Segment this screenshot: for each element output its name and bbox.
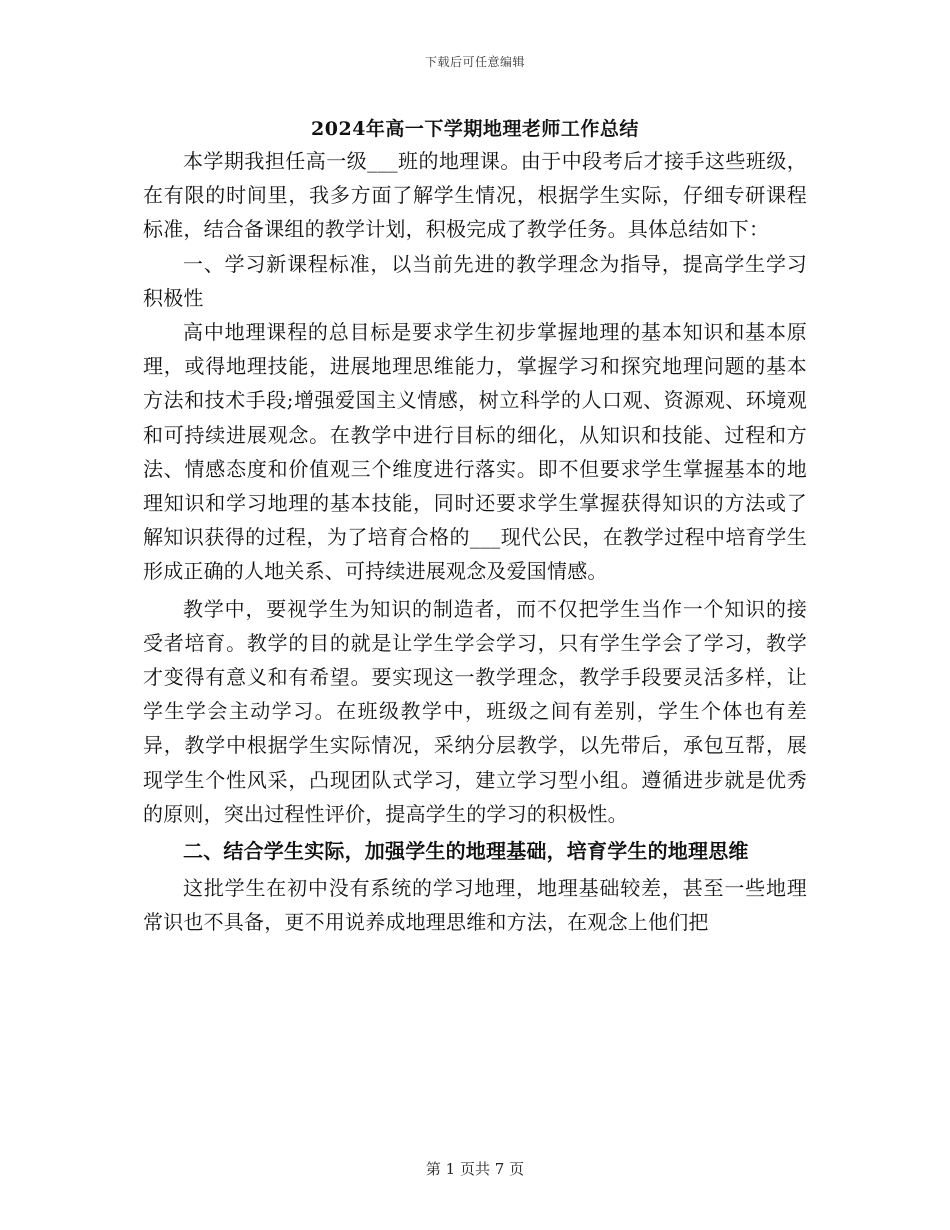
section-heading-1: 一、学习新课程标准，以当前先进的教学理念为指导，提高学生学习积极性 bbox=[143, 251, 807, 310]
paragraph-curriculum-goals: 高中地理课程的总目标是要求学生初步掌握地理的基本知识和基本原理，或得地理技能，进展地理思维能力，掌握学习和探究地理问题的基本方法和技术手段;增强爱国主义情感，树立科学的人口观、资源观、环境观和可持续进展观念。在教学中进行目标的细化，从知识和技能、过程和方法、情感态度和价值观三个维度进行落实。即不但要求学生掌握基本的地理知识和学习地理的基本技能，同时还要求学生掌握获得知识的方法或了解知识获得的过程，为了培育合格的___现代公民，在教学过程中培育学生形成正确的人地关系、可持续进展观念及爱国情感。 bbox=[143, 320, 807, 584]
header-note: 下载后可任意编辑 bbox=[424, 55, 525, 69]
paragraph-teaching-approach: 教学中，要视学生为知识的制造者，而不仅把学生当作一个知识的接受者培育。教学的目的就是让学生学会学习，只有学生学会了学习，教学才变得有意义和有希望。要实现这一教学理念，教学手段要灵活多样，让学生学会主动学习。在班级教学中，班级之间有差别，学生个体也有差异，教学中根据学生实际情况，采纳分层教学，以先带后，承包互帮，展现学生个性风采，凸现团队式学习，建立学习型小组。遵循进步就是优秀的原则，突出过程性评价，提高学生的学习的积极性。 bbox=[143, 596, 807, 826]
document-body bbox=[143, 144, 807, 940]
paragraph-intro: 本学期我担任高一级___班的地理课。由于中段考后才接手这些班级，在有限的时间里，我多方面了解学生情况，根据学生实际，仔细专研课程标准，结合备课组的教学计划，积极完成了教学任务。具体总结如下： bbox=[143, 149, 807, 242]
document-title: 2024年高一下学期地理老师工作总结 bbox=[311, 118, 639, 140]
page-number-footer: 第 1 页共 7 页 bbox=[425, 1160, 525, 1178]
section-heading-2: 二、结合学生实际，加强学生的地理基础，培育学生的地理思维 bbox=[183, 839, 749, 864]
paragraph-student-background: 这批学生在初中没有系统的学习地理，地理基础较差，甚至一些地理常识也不具备，更不用说养成地理思维和方法，在观念上他们把 bbox=[143, 876, 807, 935]
